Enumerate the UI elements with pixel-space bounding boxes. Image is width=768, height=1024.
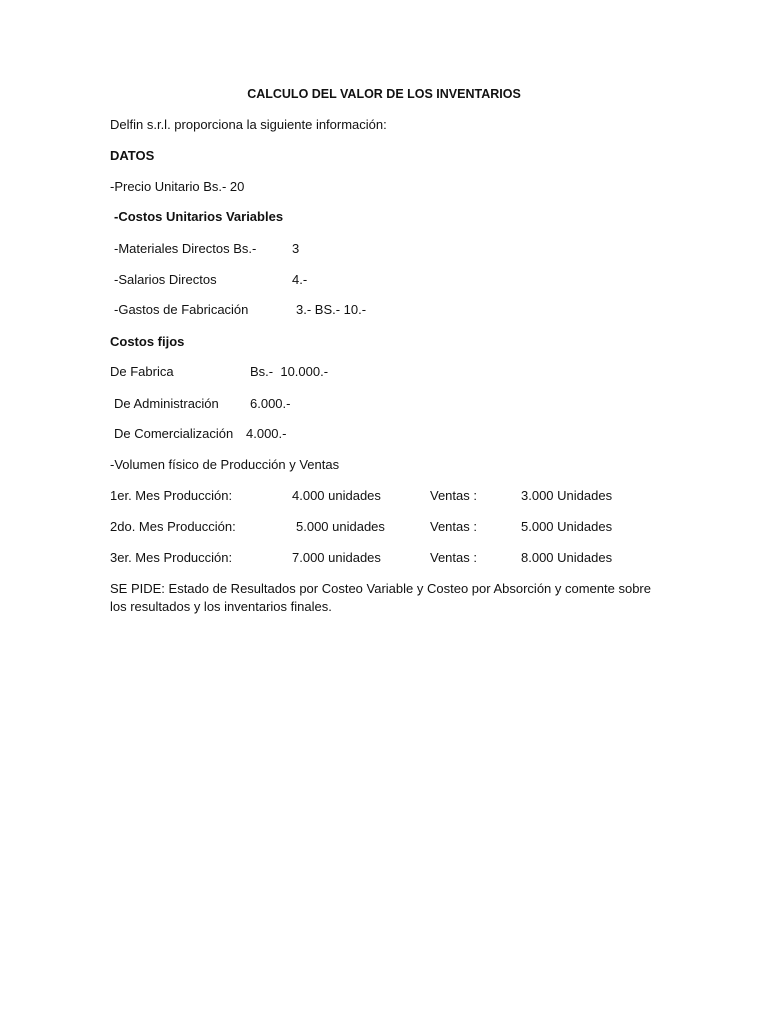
month-ventas: 5.000 Unidades <box>521 519 613 534</box>
month-produccion: 5.000 unidades <box>296 519 385 534</box>
variable-cost-value: 4.- <box>292 272 308 287</box>
month-ventas: 3.000 Unidades <box>521 488 613 503</box>
month-label: 3er. Mes Producción: <box>110 550 233 565</box>
se-pide-paragraph: SE PIDE: Estado de Resultados por Costeo Variable y Costeo por Absorción y comente sobre los resultados y los inventarios finales. <box>110 581 651 614</box>
intro-text: Delfin s.r.l. proporciona la siguiente información: <box>110 117 387 132</box>
variable-cost-value: 3.- BS.- 10.- <box>296 302 367 317</box>
document-title: CALCULO DEL VALOR DE LOS INVENTARIOS <box>247 87 521 101</box>
variable-cost-label: -Materiales Directos Bs.- <box>114 241 257 256</box>
volumen-heading: -Volumen físico de Producción y Ventas <box>110 457 340 472</box>
costos-variables-heading: -Costos Unitarios Variables <box>114 209 284 224</box>
costos-fijos-heading: Costos fijos <box>110 334 185 349</box>
datos-heading: DATOS <box>110 148 155 163</box>
month-ventas-label: Ventas : <box>430 488 477 503</box>
fixed-cost-label: De Administración <box>114 396 219 411</box>
variable-cost-value: 3 <box>292 241 300 256</box>
month-ventas: 8.000 Unidades <box>521 550 613 565</box>
variable-cost-label: -Salarios Directos <box>114 272 217 287</box>
fixed-cost-label: De Fabrica <box>110 364 174 379</box>
month-ventas-label: Ventas : <box>430 550 477 565</box>
fixed-cost-label: De Comercialización <box>114 426 234 441</box>
month-produccion: 7.000 unidades <box>292 550 381 565</box>
month-label: 2do. Mes Producción: <box>110 519 236 534</box>
month-ventas-label: Ventas : <box>430 519 477 534</box>
precio-unitario: -Precio Unitario Bs.- 20 <box>110 179 245 194</box>
month-produccion: 4.000 unidades <box>292 488 381 503</box>
fixed-cost-value: Bs.- 10.000.- <box>250 364 329 379</box>
month-label: 1er. Mes Producción: <box>110 488 233 503</box>
fixed-cost-value: 4.000.- <box>246 426 287 441</box>
variable-cost-label: -Gastos de Fabricación <box>114 302 249 317</box>
fixed-cost-value: 6.000.- <box>250 396 291 411</box>
